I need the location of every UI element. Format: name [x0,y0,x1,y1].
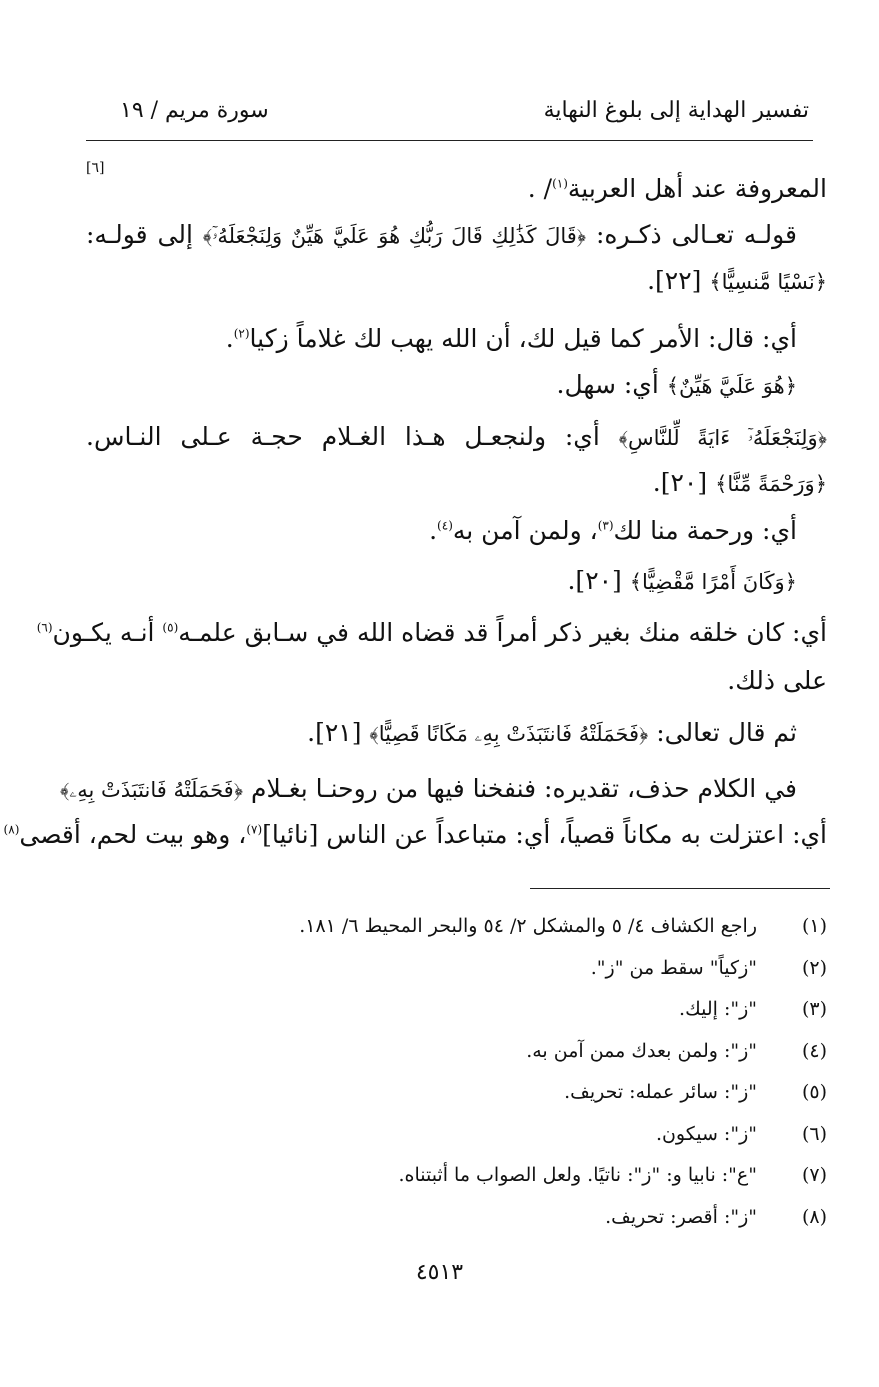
body-line [567,565,797,598]
footnote-ref: (٢) [233,326,250,341]
footnote-number: (٣) [801,998,827,1020]
body-line [429,515,797,548]
quran-verse: ﴿وَكَانَ أَمْرًا مَّقْضِيًّا﴾ [629,570,797,594]
body-text-run: [٢٢]. [647,266,710,295]
body-text-run: ثم قال تعالى: [648,718,797,747]
quran-verse: ﴿نَسْيًا مَّنسِيًّا﴾ [709,270,827,294]
body-text-run: / . [527,174,553,203]
footnote-item [591,957,827,979]
footnote-number: (٨) [801,1205,827,1228]
footnote-number: (٤) [801,1039,827,1062]
body-text-run: ، وهو بيت لحم، أقصى [19,820,247,849]
footnote-text: "ز": سائر عمله: تحريف. [564,1081,757,1103]
footnote-number: (٧) [801,1164,827,1186]
footnote-text: "زكياً" سقط من "ز". [590,956,757,979]
body-line [86,421,827,454]
body-text-run: [٢١]. [307,718,370,747]
body-text-run: . [429,516,438,545]
surah-label: سورة مريم / ١٩ [120,98,269,123]
body-line [59,773,797,806]
quran-verse: ﴿فَحَمَلَتْهُ فَانتَبَذَتْ بِهِۦ مَكَانًا قَصِيًّا﴾ [369,722,649,746]
footnote-text: "ز": ولمن بعدك ممن آمن به. [526,1039,757,1062]
footnote-item [398,1164,827,1186]
body-line [3,819,827,852]
body-line [557,369,797,402]
quran-verse: ﴿وَرَحْمَةً مِّنَّا﴾ [715,472,827,496]
body-text-run: أي: ولنجعـل هـذا الغـلام حجـة عـلى النـاس. [86,422,619,451]
body-line [307,717,797,750]
body-line [727,665,827,698]
footnote-ref: (٦) [36,620,53,635]
footnote-ref: (٨) [3,822,20,837]
footnote-item [564,1081,827,1103]
body-text-run: . [225,324,234,353]
footnote-ref: (٥) [162,620,179,635]
book-title: تفسير الهداية إلى بلوغ النهاية [543,98,809,123]
body-text-run: أي: كان خلقه منك بغير ذكر أمراً قد قضاه الله في سـابق علمـه [178,618,827,647]
body-text-run: إلى قولـه: [86,220,203,249]
footnote-number: (٦) [801,1122,827,1145]
footnote-item [299,915,827,937]
footnote-ref: (٣) [597,518,614,533]
footnote-text: "ز": أقصر: تحريف. [605,1205,757,1228]
footnote-ref: (٧) [246,822,263,837]
margin-marker: [٦] [86,160,105,176]
body-text-run: أي: سهل. [556,370,667,399]
header-rule [86,140,813,141]
footnote-text: راجع الكشاف ٤/ ٥ والمشكل ٢/ ٥٤ والبحر المحيط ٦/ ١٨١. [299,915,757,937]
running-header [100,98,809,138]
footnote-text: "ع": نابيا و: "ز": ناتيًا. ولعل الصواب ما أثبتناه. [398,1164,757,1186]
footnote-number: (٢) [801,956,827,979]
body-text-run: [٢٠]. [652,468,716,497]
footnote-number: (١) [801,915,827,937]
body-line [647,265,827,298]
body-line [528,173,827,206]
footnote-item [656,1123,827,1145]
quran-verse: ﴿قَالَ كَذَٰلِكِ قَالَ رَبُّكِ هُوَ عَلَيَّ هَيِّنٌ وَلِنَجْعَلَهُۥٓ﴾ [202,224,587,248]
footnote-item [526,1040,827,1062]
footnote-number: (٥) [801,1081,827,1103]
body-text-run: على ذلك. [727,666,827,695]
body-text-run: في الكلام حذف، تقديره: فنفخنا فيها من روحنـا بغـلام [243,774,797,803]
quran-verse: ﴿فَحَمَلَتْهُ فَانتَبَذَتْ بِهِۦ﴾ [59,778,244,802]
footnote-ref: (٤) [437,518,453,533]
quran-verse: ﴿وَلِنَجْعَلَهُۥٓ ءَايَةً لِّلنَّاسِ﴾ [618,426,827,450]
footnote-item [679,998,827,1020]
quran-verse: ﴿هُوَ عَلَيَّ هَيِّنٌ﴾ [666,374,797,398]
body-text-run: [٢٠]. [567,566,630,595]
footnote-item [605,1206,827,1228]
body-text-run: ، ولمن آمن به [452,516,598,545]
body-line [36,617,827,650]
body-text-run: أي: ورحمة منا لك [613,516,797,545]
body-text-run: أنـه يكـون [52,618,163,647]
footnote-ref: (١) [552,176,568,191]
body-line [226,323,797,356]
footnote-text: "ز": إليك. [679,998,757,1020]
body-text-run: قولـه تعـالى ذكـره: [586,220,797,249]
body-line [653,467,827,500]
body-text-run: أي: قال: الأمر كما قيل لك، أن الله يهب لك غلاماً زكيا [249,324,797,353]
body-text-run: أي: اعتزلت به مكاناً قصياً، أي: متباعداً عن الناس [نائيا] [262,820,827,849]
footnote-rule [530,888,830,889]
body-line [86,219,797,252]
body-text-run: المعروفة عند أهل العربية [567,174,827,203]
page-number: ٤٥١٣ [415,1260,464,1285]
footnote-text: "ز": سيكون. [655,1122,757,1145]
